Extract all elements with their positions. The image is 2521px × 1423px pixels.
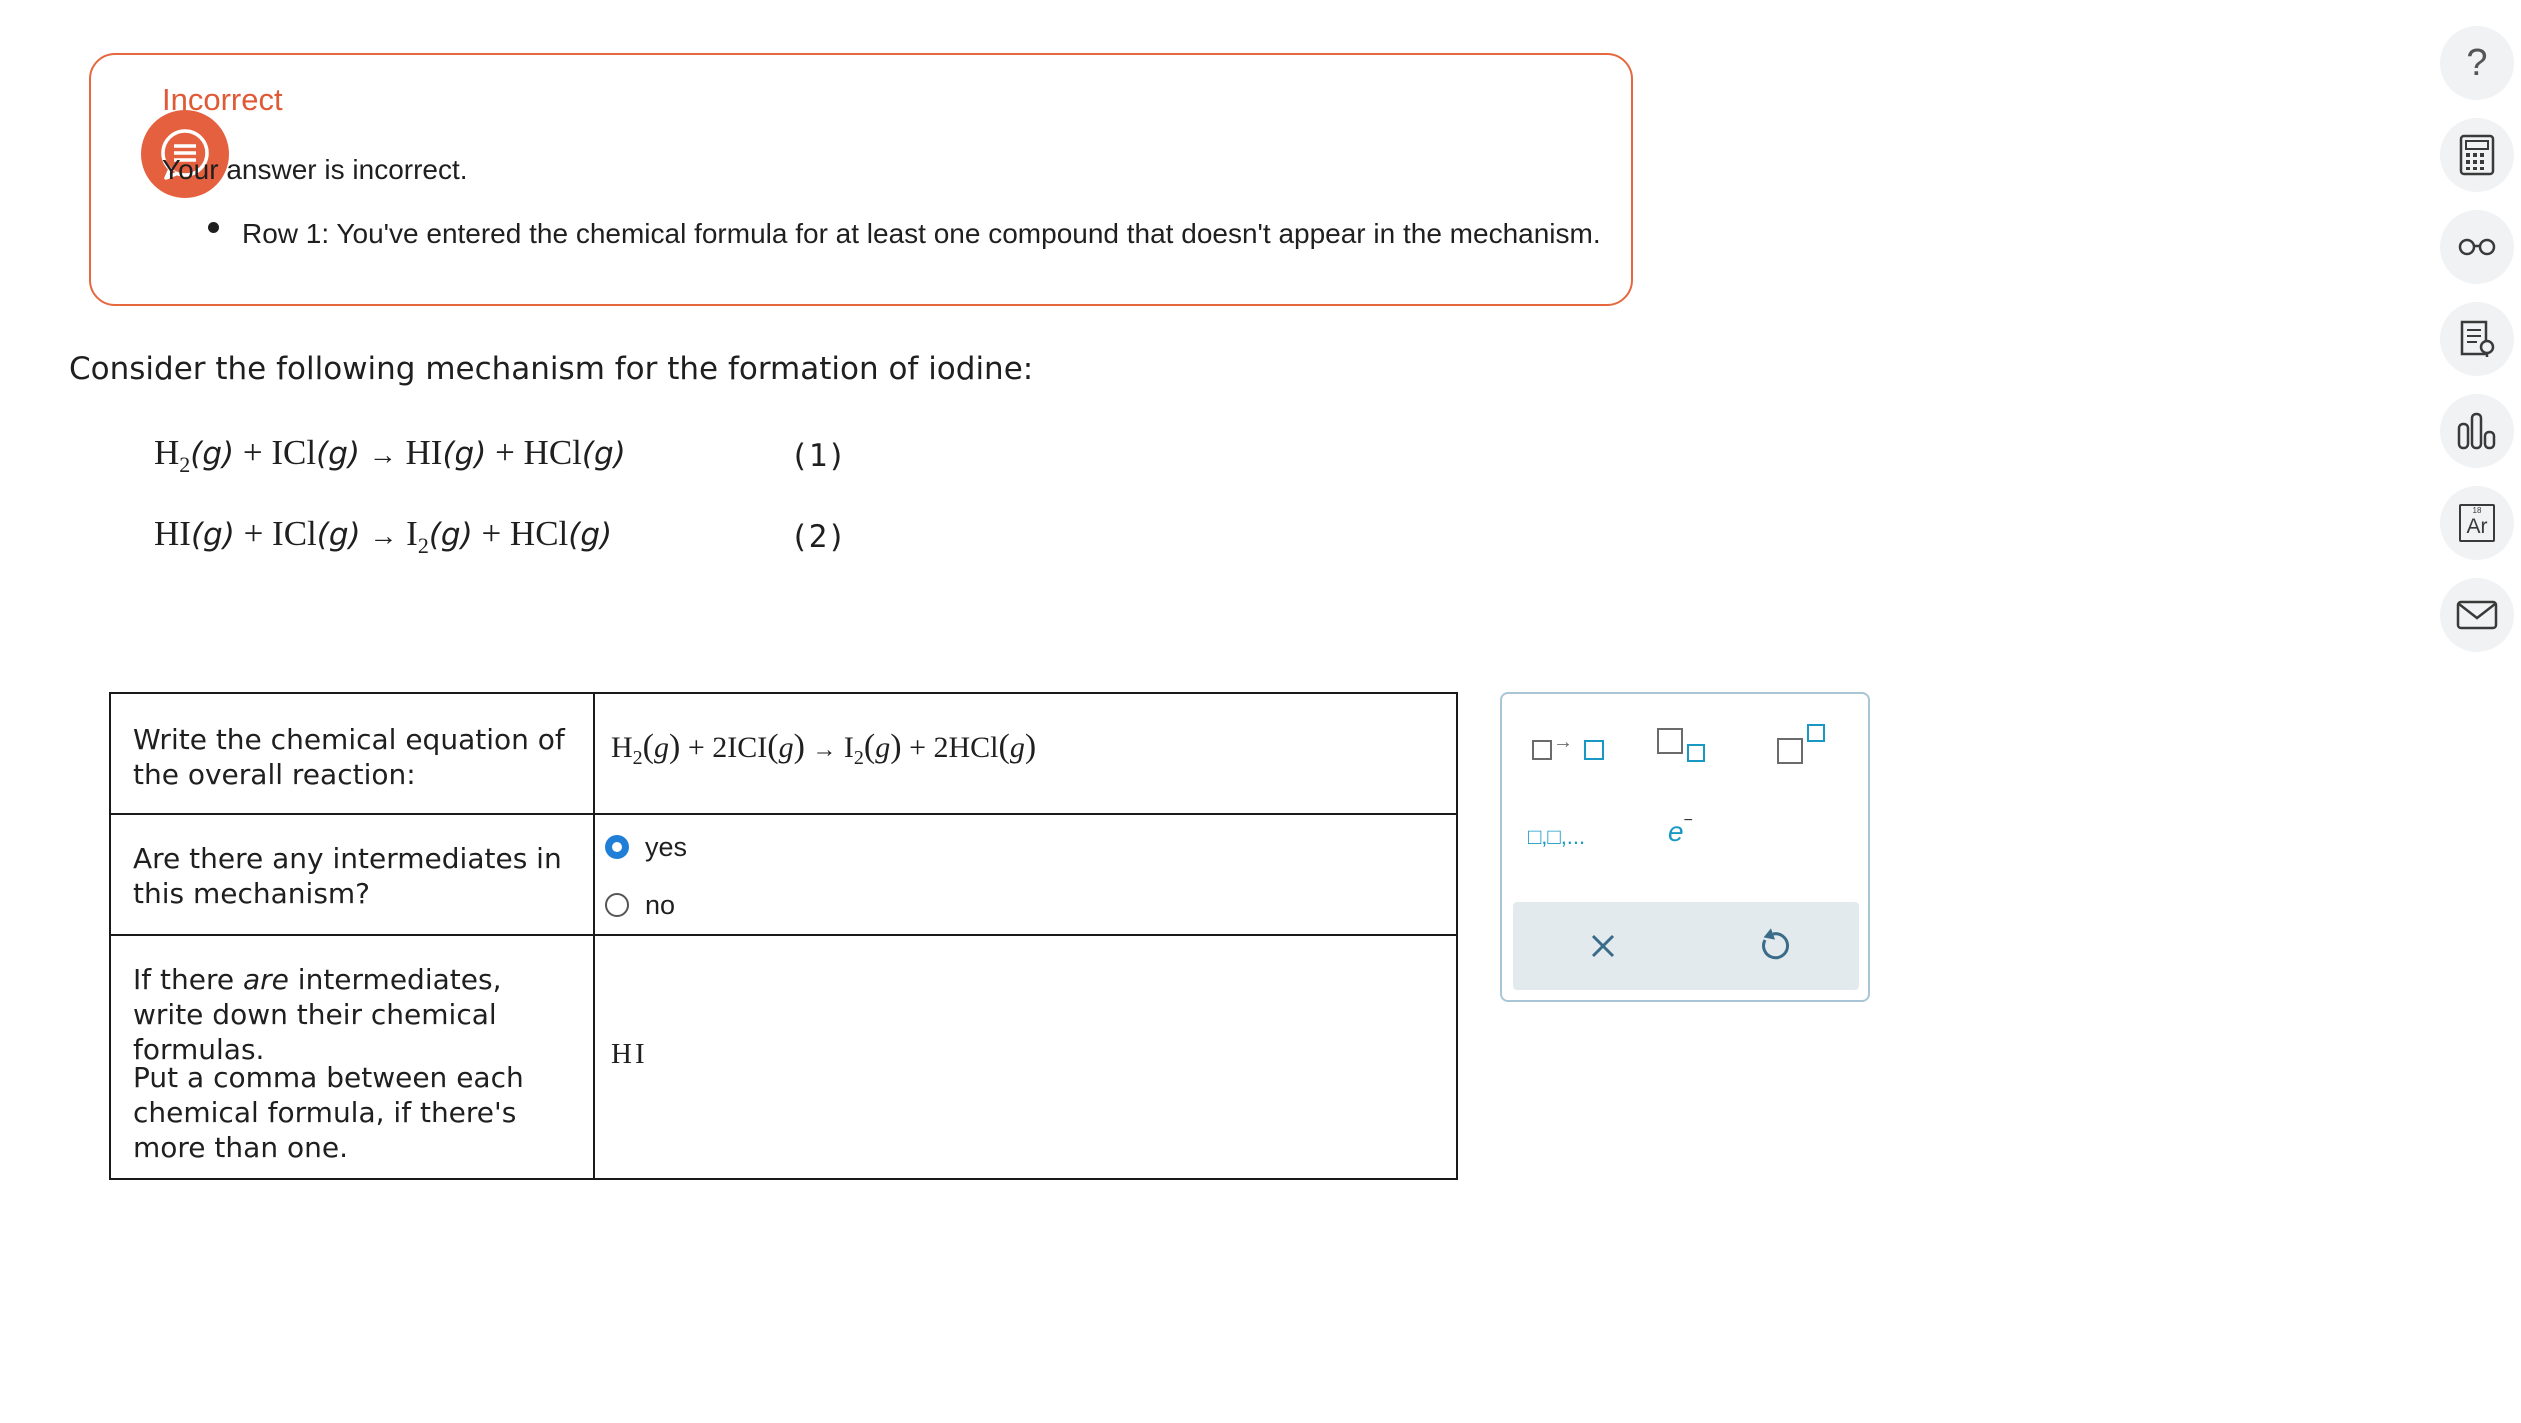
list-button[interactable]: □,□,... [1528,824,1586,849]
calculator-icon[interactable] [2440,118,2514,192]
question-intro: Consider the following mechanism for the formation of iodine: [69,351,1034,387]
step-2-number: (2) [790,519,846,555]
formulas-hint: Put a comma between each chemical formula, if there's more than one. [133,1061,524,1164]
mechanism-step-2: $HI(g) + ICl(g) \to I_2(g) + HCl(g)$ [154,514,613,558]
periodic-table-icon[interactable]: 18 Ar [2440,486,2514,560]
math-palette [1500,692,1870,1002]
table-row-formulas [111,936,1456,1180]
overall-reaction-answer[interactable]: $H_2(g) + 2ICI(g) \to I_2(g) + 2HCl(g)$ [611,728,1037,769]
radio-no[interactable] [605,893,629,917]
table-row-intermediates [111,815,1456,936]
feedback-bullet: Row 1: You've entered the chemical formula for at least one compound that doesn't appear in the mechanism. [242,218,1601,249]
feedback-message: Your answer is incorrect. [162,154,468,185]
mail-icon[interactable] [2440,578,2514,652]
bullet-dot [208,222,219,233]
glasses-icon[interactable] [2440,210,2514,284]
radio-yes-label: yes [645,832,688,862]
subscript-button[interactable] [1657,728,1717,778]
palette-actions [1513,902,1859,990]
superscript-button[interactable] [1777,724,1837,774]
arrow-template-button[interactable]: → [1532,734,1612,766]
radio-yes[interactable] [605,835,629,859]
help-icon[interactable]: ? [2440,26,2514,100]
undo-icon[interactable] [1753,926,1793,966]
mechanism-step-1: $H_2(g) + ICl(g) \to HI(g) + HCl(g)$ [154,433,626,477]
times-icon[interactable] [1583,926,1623,966]
reference-icon[interactable] [2440,302,2514,376]
step-1-number: (1) [790,438,846,474]
electron-button[interactable]: e− [1668,812,1693,847]
table-row-overall [111,694,1456,815]
formulas-question: If there are intermediates, write down their chemical formulas. [133,963,502,1066]
intermediates-answer[interactable]: HI [611,1038,648,1070]
intermediates-question: Are there any intermediates in this mechanism? [133,842,562,910]
overall-reaction-question: Write the chemical equation of the overall reaction: [133,723,565,791]
feedback-title: Incorrect [162,82,283,117]
chart-icon[interactable] [2440,394,2514,468]
answer-table [109,692,1458,1180]
radio-no-label: no [645,890,676,920]
